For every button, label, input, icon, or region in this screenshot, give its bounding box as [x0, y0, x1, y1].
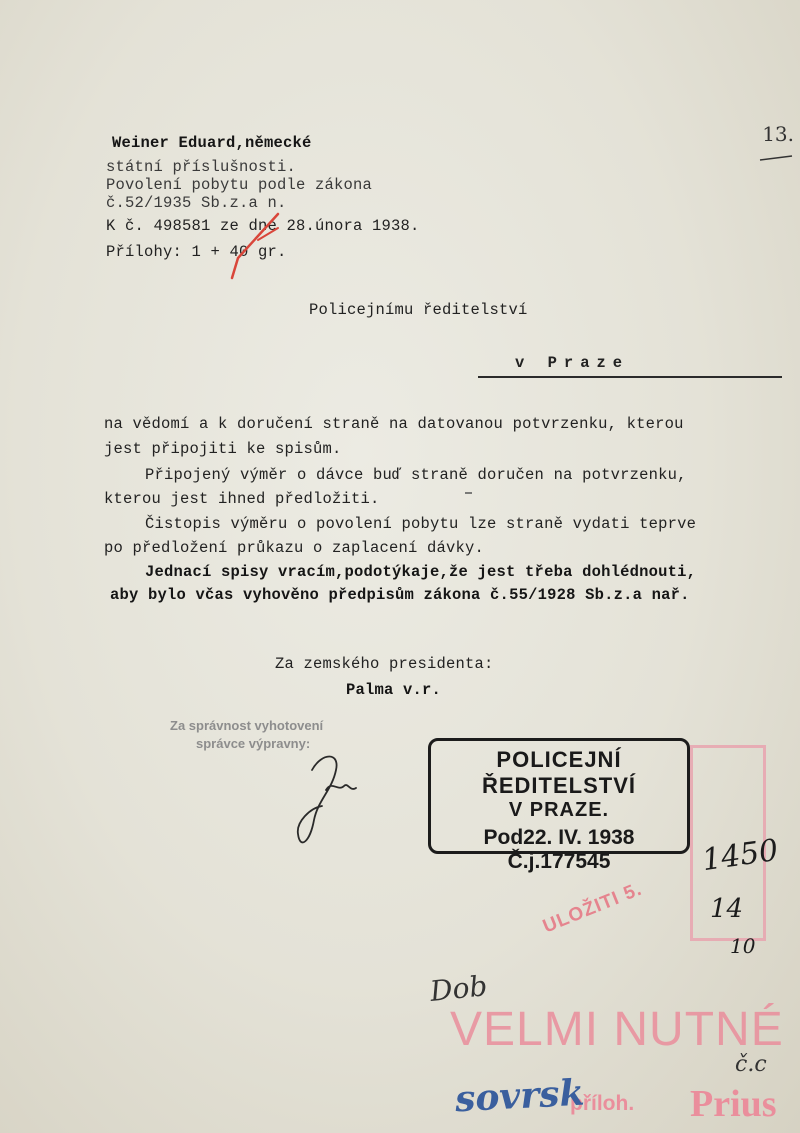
page-dash-mark — [760, 156, 792, 160]
signature-name: Palma v.r. — [346, 681, 442, 699]
attachments-line: Přílohy: 1 + 40 gr. — [106, 243, 287, 261]
subject-line-2: státní příslušnosti. — [106, 158, 297, 176]
handwritten-number-14: 14 — [710, 894, 744, 924]
red-pencil-checkmark — [232, 214, 278, 278]
body-line-2: jest připojiti ke spisům. — [104, 440, 342, 458]
subject-name: Weiner Eduard,německé — [112, 134, 312, 152]
page-number: 13. — [762, 122, 794, 146]
handwritten-initials — [298, 757, 356, 843]
prius-stamp: Prius — [690, 1083, 777, 1125]
police-stamp-line-1: POLICEJNÍ ŘEDITELSTVÍ — [481, 747, 636, 798]
handwritten-dob: Dob — [428, 969, 489, 1008]
police-stamp-line-2: V PRAZE. — [508, 799, 610, 821]
reference-number: K č. 498581 ze dne 28.února 1938. — [106, 217, 420, 235]
police-stamp-line-3: Pod22. IV. 1938 Č.j.177545 — [483, 826, 635, 873]
handwritten-cc: č.c — [735, 1052, 767, 1077]
handwritten-number-1450: 1450 — [699, 832, 781, 879]
addressee-line-1: Policejnímu ředitelství — [309, 301, 528, 319]
body-line-6: po předložení průkazu o zaplacení dávky. — [104, 539, 485, 557]
urgent-stamp: VELMI NUTNÉ — [450, 1003, 784, 1056]
subject-line-4: č.52/1935 Sb.z.a n. — [106, 194, 287, 212]
body-line-4: kterou jest ihned předložiti. — [104, 490, 380, 508]
body-line-5: Čistopis výměru o povolení pobytu lze straně vydati teprve — [145, 515, 697, 533]
accuracy-stamp-line-1: Za správnost vyhotovení — [170, 718, 324, 733]
subject-line-3: Povolení pobytu podle zákona — [106, 176, 373, 194]
body-line-8: aby bylo včas vyhověno předpisům zákona č.55/1928 Sb.z.a nař. — [110, 586, 690, 604]
body-line-1: na vědomí a k doručení straně na datovanou potvrzenku, kterou — [104, 415, 684, 433]
accuracy-stamp-line-2: správce výpravny: — [196, 736, 311, 751]
body-line-3: Připojený výměr o dávce buď straně doručen na potvrzenku, — [145, 466, 687, 484]
body-line-7: Jednací spisy vracím,podotýkaje,že jest třeba dohlédnouti, — [145, 563, 697, 581]
ulozit-stamp: ULOŽITI 5. — [540, 878, 646, 938]
handwritten-number-10: 10 — [730, 934, 756, 958]
attachments-stamp: příloh. — [570, 1092, 635, 1115]
signature-line-1: Za zemského presidenta: — [275, 655, 494, 673]
addressee-line-2: v Praze — [515, 354, 630, 372]
handwritten-blue-note: sovrsk — [453, 1071, 586, 1121]
